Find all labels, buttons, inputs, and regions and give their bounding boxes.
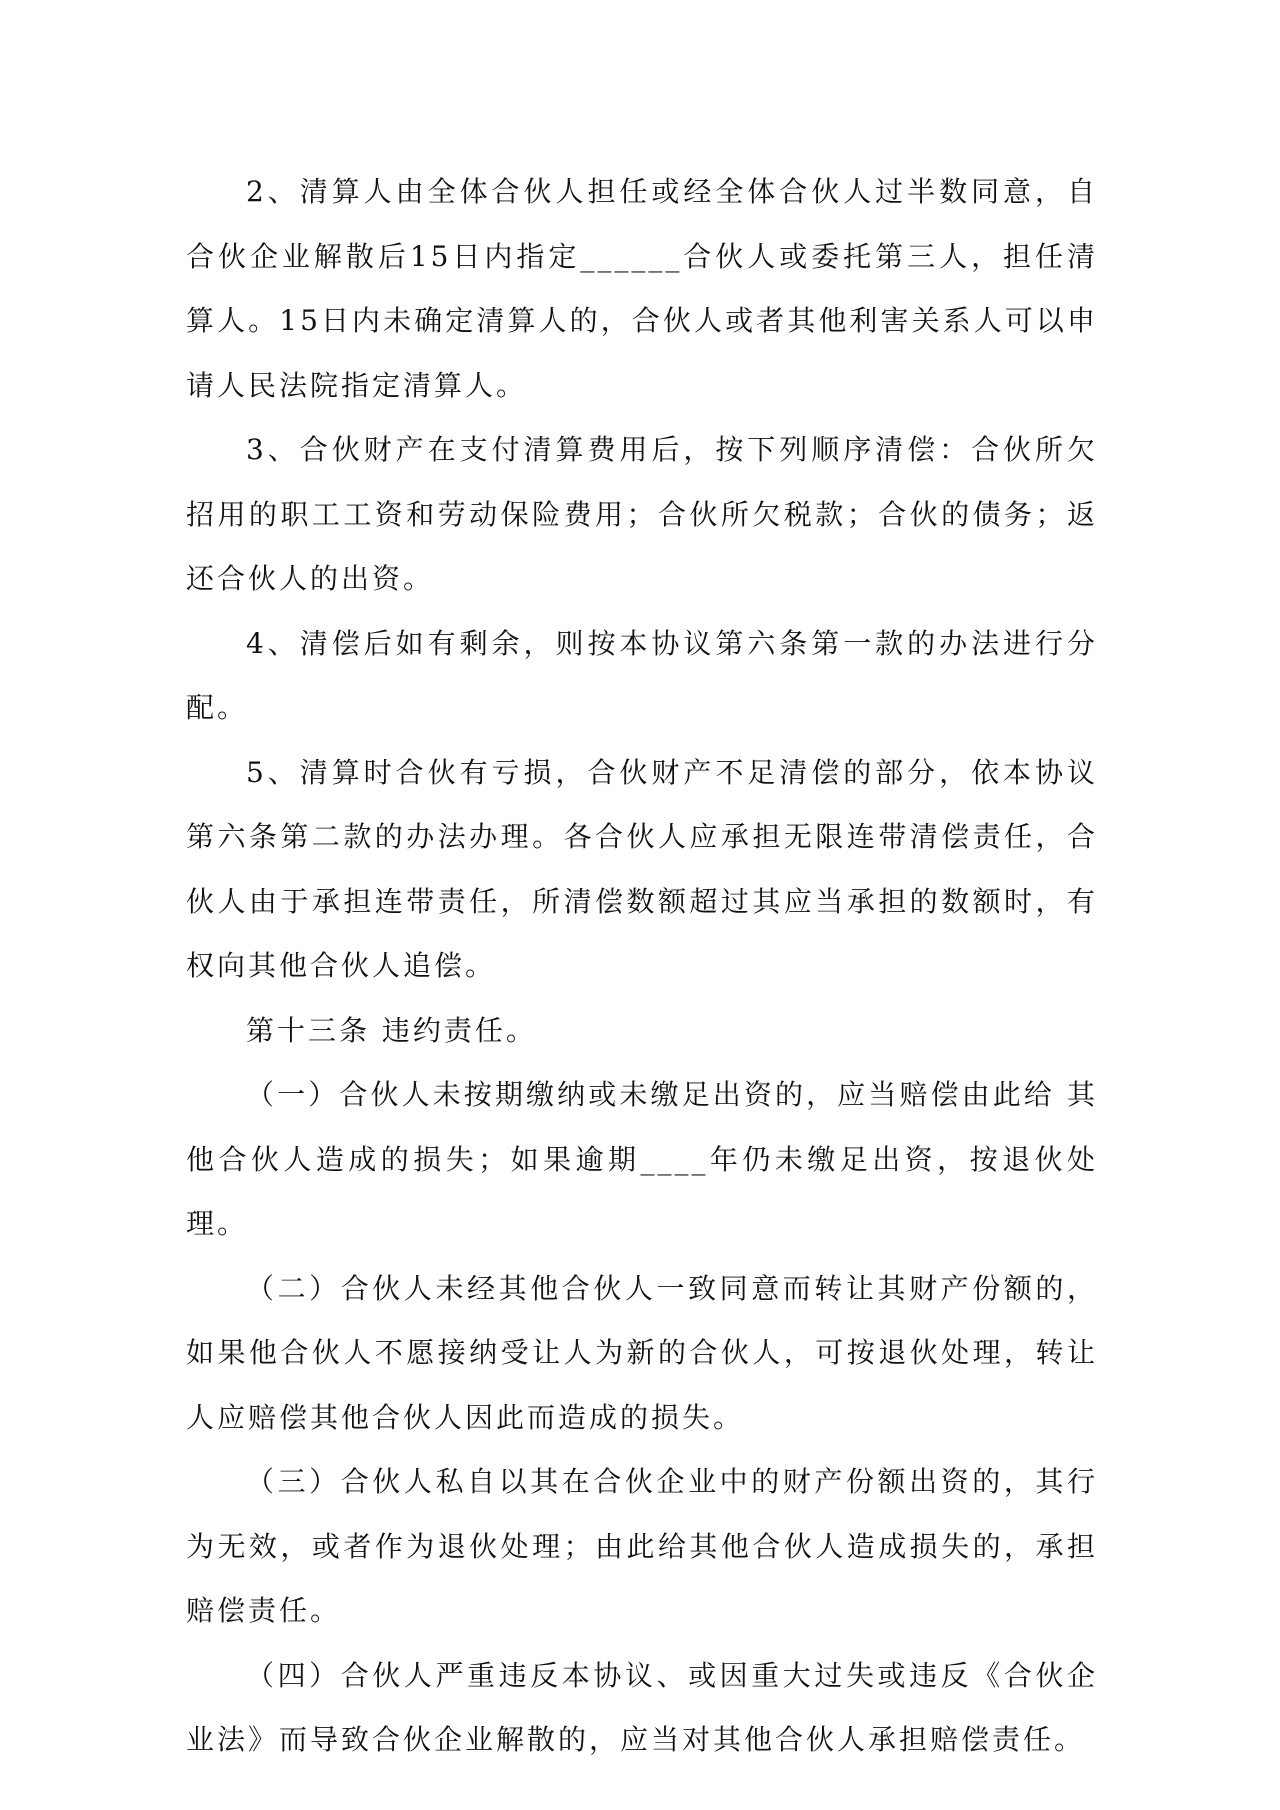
paragraph-clause-3: 3、合伙财产在支付清算费用后，按下列顺序清偿：合伙所欠招用的职工工资和劳动保险费用；合伙所欠税款；合伙的债务；返还合伙人的出资。: [186, 433, 1098, 595]
paragraph-item-4: （四）合伙人严重违反本协议、或因重大过失或违反《合伙企业法》而导致合伙企业解散的，应当对其他合伙人承担赔偿责任。: [186, 1658, 1098, 1756]
paragraph-clause-5: 5、清算时合伙有亏损，合伙财产不足清偿的部分，依本协议第六条第二款的办法办理。各合伙人应承担无限连带清偿责任，合伙人由于承担连带责任，所清偿数额超过其应当承担的数额时，有权向其他合伙人追偿。: [186, 755, 1098, 982]
paragraph-item-2: （二）合伙人未经其他合伙人一致同意而转让其财产份额的，如果他合伙人不愿接纳受让人为新的合伙人，可按退伙处理，转让人应赔偿其他合伙人因此而造成的损失。: [186, 1271, 1098, 1434]
paragraph-clause-2: 2、清算人由全体合伙人担任或经全体合伙人过半数同意，自合伙企业解散后15日内指定______合伙人或委托第三人，担任清算人。15日内未确定清算人的，合伙人或者其他利害关系人可以申请人民法院指定清算人。: [186, 175, 1098, 402]
paragraph-clause-4: 4、清偿后如有剩余，则按本协议第六条第一款的办法进行分配。: [186, 626, 1098, 724]
article-13-heading: 第十三条 违约责任。: [246, 1013, 537, 1047]
document-body: [186, 160, 1098, 1773]
paragraph-item-1: （一）合伙人未按期缴纳或未缴足出资的，应当赔偿由此给 其他合伙人造成的损失；如果逾期____年仍未缴足出资，按退伙处理。: [186, 1078, 1098, 1240]
paragraph-item-3: （三）合伙人私自以其在合伙企业中的财产份额出资的，其行为无效，或者作为退伙处理；由此给其他合伙人造成损失的，承担赔偿责任。: [186, 1465, 1098, 1627]
